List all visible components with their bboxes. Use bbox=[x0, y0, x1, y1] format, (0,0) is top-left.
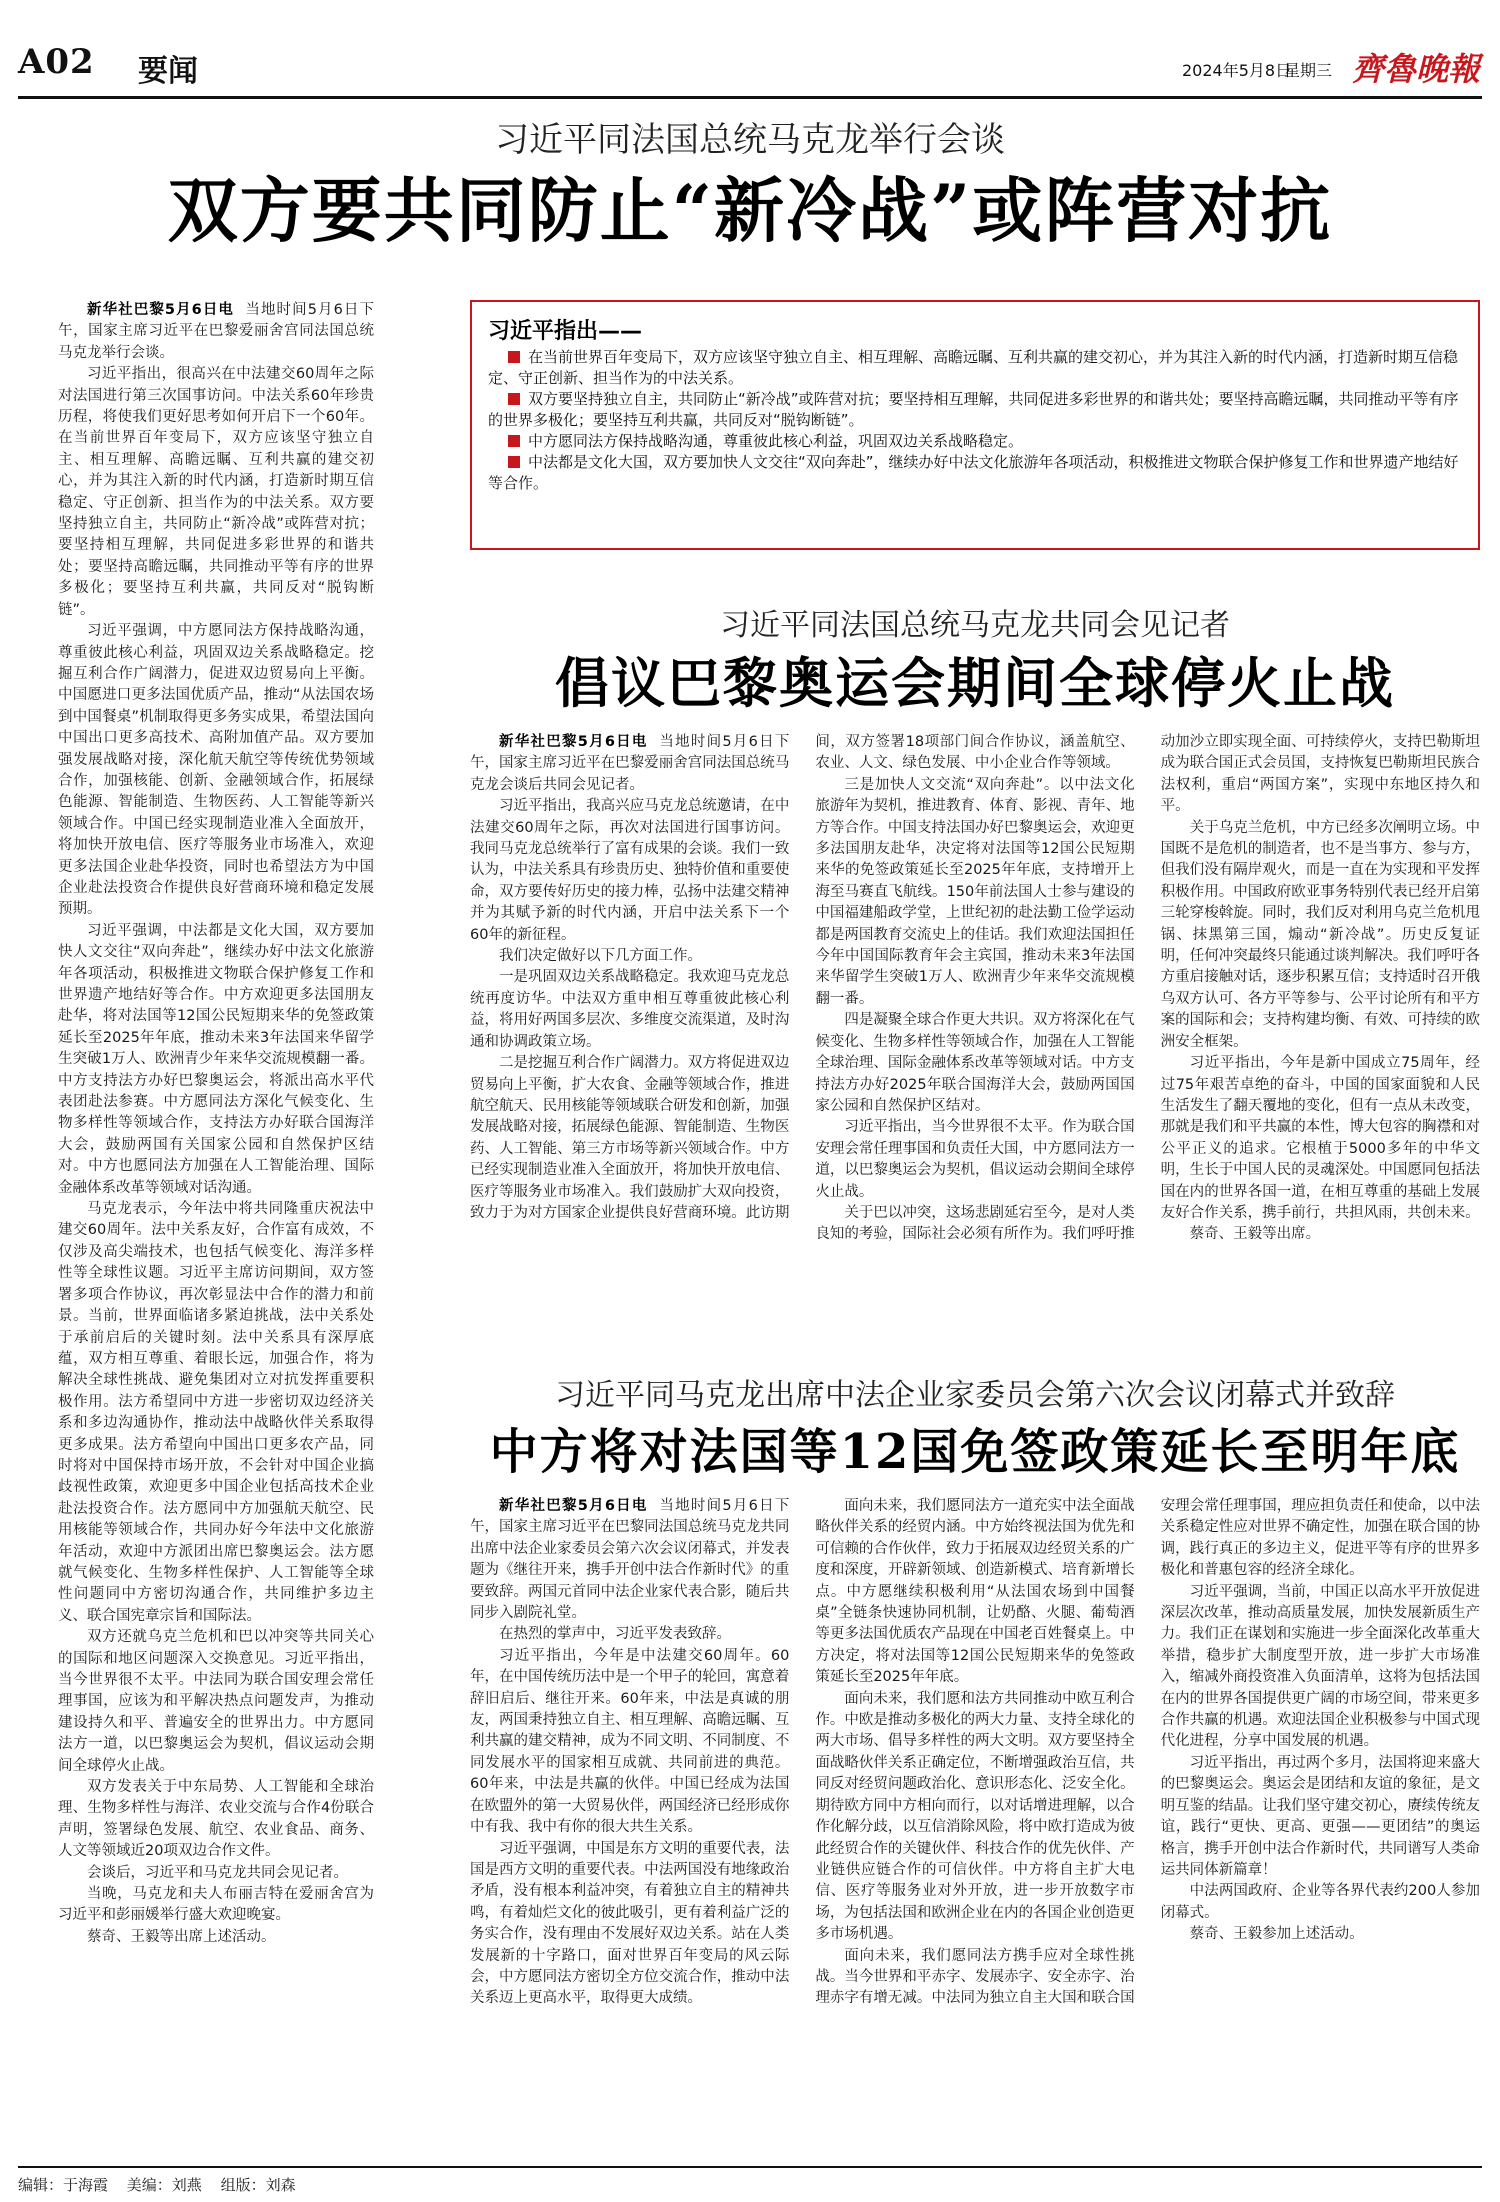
footer-rule bbox=[18, 2166, 1482, 2168]
article2-paragraph: 蔡奇、王毅等出席。 bbox=[1189, 1226, 1321, 1243]
article3-headline: 中方将对法国等12国免签政策延长至明年底 bbox=[489, 1424, 1461, 1480]
highlight-item-text: 双方要坚持独立自主，共同防止“新冷战”或阵营对抗；要坚持相互理解，共同促进多彩世界的和谐共处；要坚持高瞻远瞩，共同推动平等有序的世界多极化；要坚持互利共赢，共同反对“脱钩断链”。 bbox=[488, 390, 1459, 429]
article1-paragraph: 当晚，马克龙和夫人布丽吉特在爱丽舍宫为习近平和彭丽媛举行盛大欢迎晚宴。 bbox=[58, 1886, 374, 1924]
article3-paragraph: 习近平强调，中国是东方文明的重要代表，法国是西方文明的重要代表。中法两国没有地缘政治矛盾，没有根本利益冲突，有着独立自主的精神共鸣，有着灿烂文化的彼此吸引，更有着利益广泛的务实合作，没有理由不发展好双边关系。站在人类发展新的十字路口，面对世界百年变局的风云际会，中方愿同法方密切全方位交流合作，推动中法关系迈上更高水平，取得更大成绩。 bbox=[470, 1840, 790, 2007]
newspaper-logo: 齊魯晚報 bbox=[1352, 50, 1481, 88]
article3-paragraph: 习近平指出，再过两个多月，法国将迎来盛大的巴黎奥运会。奥运会是团结和友谊的象征，是文明互鉴的结晶。让我们坚守建交初心，赓续传统友谊，践行“更快、更高、更强——更团结”的奥运格言，携手开创中法合作新时代，共同谱写人类命运共同体新篇章！ bbox=[1160, 1754, 1480, 1878]
article1-paragraph: 习近平强调，中方愿同法方保持战略沟通，尊重彼此核心利益，巩固双边关系战略稳定。挖掘互利合作广阔潜力，促进双边贸易向上平衡。中国愿进口更多法国优质产品，推动“从法国农场到中国餐桌”机制取得更多务实成果，希望法国向中国出口更多高技术、高附加值产品。双方要加强发展战略对接，深化航天航空等传统优势领域合作，加强核能、创新、金融领域合作，拓展绿色能源、智能制造、生物医药、人工智能等新兴领域合作。中国已经实现制造业准入全面放开，将加快开放电信、医疗等服务业市场准入，欢迎更多法国企业赴华投资，同时也希望法方为中国企业赴法投资合作提供良好营商环境和稳定发展预期。 bbox=[58, 623, 374, 918]
article1-body bbox=[58, 300, 374, 2158]
publication-weekday: 星期三 bbox=[1284, 61, 1333, 80]
article2-paragraph: 我们决定做好以下几方面工作。 bbox=[499, 948, 702, 965]
article2-body bbox=[470, 732, 1480, 1322]
article3-paragraph: 蔡奇、王毅参加上述活动。 bbox=[1189, 1926, 1364, 1943]
article1-lead: 当地时间5月6日下午，国家主席习近平在巴黎爱丽舍宫同法国总统马克龙举行会谈。 bbox=[58, 302, 374, 361]
article3-lead: 当地时间5月6日下午，国家主席习近平在巴黎同法国总统马克龙共同出席中法企业家委员会第六次会议闭幕式，并发表题为《继往开来，携手开创中法合作新时代》的重要致辞。两国元首同中法企业家代表合影，随后共同步入剧院礼堂。 bbox=[470, 1498, 790, 1622]
red-square-bullet-icon bbox=[508, 456, 520, 468]
page-header bbox=[18, 40, 1482, 96]
highlight-item bbox=[488, 431, 1462, 452]
red-square-bullet-icon bbox=[508, 351, 520, 363]
page-footer bbox=[18, 2174, 310, 2195]
article1-paragraph: 蔡奇、王毅等出席上述活动。 bbox=[87, 1928, 276, 1945]
article2-paragraph: 习近平指出，我高兴应马克龙总统邀请，在中法建交60周年之际，再次对法国进行国事访问。我同马克龙总统举行了富有成果的会谈。我们一致认为，中法关系具有珍贵历史、独特价值和重要使命，双方要传好历史的接力棒，弘扬中法建交精神并为其赋予新的时代内涵，开启中法关系下一个60年的新征程。 bbox=[470, 798, 790, 943]
red-square-bullet-icon bbox=[508, 435, 520, 447]
article3-body bbox=[470, 1496, 1480, 2158]
article3-dateline: 新华社巴黎5月6日电 bbox=[499, 1498, 648, 1514]
highlight-item-text: 在当前世界百年变局下，双方应该坚守独立自主、相互理解、高瞻远瞩、互利共赢的建交初心，并为其注入新的时代内涵，打造新时期互信稳定、守正创新、担当作为的中法关系。 bbox=[488, 348, 1459, 387]
article1-kicker: 习近平同法国总统马克龙举行会谈 bbox=[495, 120, 1005, 160]
footer-editor: 编辑：于海霞 bbox=[18, 2176, 109, 2194]
article2-paragraph: 关于乌克兰危机，中方已经多次阐明立场。中国既不是危机的制造者，也不是当事方、参与方，但我们没有隔岸观火，而是一直在为实现和平发挥积极作用。中国政府欧亚事务特别代表已经开启第三轮穿梭斡旋。同时，我们反对利用乌克兰危机甩锅、抹黑第三国，煽动“新冷战”。历史反复证明，任何冲突最终只能通过谈判解决。我们呼吁各方重启接触对话，逐步积累互信；支持适时召开俄乌双方认可、各方平等参与、公平讨论所有和平方案的国际和会；支持构建均衡、有效、可持续的欧洲安全框架。 bbox=[1160, 819, 1480, 1050]
section-title: 要闻 bbox=[138, 54, 198, 89]
highlight-item bbox=[488, 347, 1462, 389]
article3-kicker: 习近平同马克龙出席中法企业家委员会第六次会议闭幕式并致辞 bbox=[555, 1378, 1395, 1413]
article3-paragraph: 面向未来，我们愿同法方一道充实中法全面战略伙伴关系的经贸内涵。中方始终视法国为优先和可信赖的合作伙伴，致力于拓展双边经贸关系的广度和深度，开辟新领域、创造新模式、培育新增长点。中方愿继续积极利用“从法国农场到中国餐桌”全链条快速协同机制，让奶酪、火腿、葡萄酒等更多法国优质农产品现在中国老百姓餐桌上。中方决定，将对法国等12国公民短期来华的免签政策延长至2025年年底。 bbox=[815, 1498, 1135, 1686]
article1-paragraph: 习近平强调，中法都是文化大国，双方要加快人文交往“双向奔赴”，继续办好中法文化旅游年各项活动，积极推进文物联合保护修复工作和世界遗产地结好等合作。中方欢迎更多法国朋友赴华，将对法国等12国公民短期来华的免签政策延长至2025年年底，推动未来3年法国来华留学生突破1万人、欧洲青少年来华交流规模翻一番。中方支持法方办好巴黎奥运会，将派出高水平代表团赴法参赛。中方愿同法方深化气候变化、生物多样性等领域合作，支持法方办好联合国海洋大会，鼓励两国有关国家公园和自然保护区结对。中方也愿同法方加强在人工智能治理、国际金融体系改革等领域对话沟通。 bbox=[58, 922, 374, 1196]
article3-paragraph: 习近平强调，当前，中国正以高水平开放促进深层次改革，推动高质量发展，加快发展新质生产力。我们正在谋划和实施进一步全面深化改革重大举措，稳步扩大制度型开放，进一步扩大市场准入，缩减外商投资准入负面清单，这将为包括法国在内的世界各国提供更广阔的市场空间，带来更多合作共赢的机遇。欢迎法国企业积极参与中国式现代化进程，分享中国发展的机遇。 bbox=[1160, 1583, 1480, 1750]
article2-paragraph: 关于巴以冲突，这场悲剧延宕至今，是对人类良知的考验，国际社会必须有所作为。我们呼吁推动加沙立即实现全面、可持续停火，支持巴勒斯坦成为联合国正式会员国，支持恢复巴勒斯坦民族合法权利，重启“两国方案”，实现中东地区持久和平。 bbox=[815, 734, 1480, 1243]
article2-paragraph: 一是巩固双边关系战略稳定。我欢迎马克龙总统再度访华。中法双方重申相互尊重彼此核心利益，将用好两国多层次、多维度交流渠道，及时沟通和协调政策立场。 bbox=[470, 969, 790, 1050]
highlight-item bbox=[488, 452, 1462, 494]
article1-dateline: 新华社巴黎5月6日电 bbox=[87, 302, 234, 318]
highlight-item-text: 中方愿同法方保持战略沟通，尊重彼此核心利益，巩固双边关系战略稳定。 bbox=[528, 432, 1024, 450]
article2-paragraph: 习近平指出，当今世界很不太平。作为联合国安理会常任理事国和负责任大国，中方愿同法方一道，以巴黎奥运会为契机，倡议运动会期间全球停火止战。 bbox=[815, 1119, 1135, 1200]
article3-paragraph: 习近平指出，今年是中法建交60周年。60年，在中国传统历法中是一个甲子的轮回，寓意着辞旧启后、继往开来。60年来，中法是真诚的朋友，两国秉持独立自主、相互理解、高瞻远瞩、互利共赢的建交精神，成为不同文明、不同制度、不同发展水平的国家相互成就、共同前进的典范。60年来，中法是共赢的伙伴。中国已经成为法国在欧盟外的第一大贸易伙伴，两国经济已经形成你中有我、我中有你的很大共生关系。 bbox=[470, 1647, 790, 1836]
article3-paragraph: 中法两国政府、企业等各界代表约200人参加闭幕式。 bbox=[1160, 1883, 1480, 1921]
article2-lead: 当地时间5月6日下午，国家主席习近平在巴黎爱丽舍宫同法国总统马克龙会谈后共同会见记者。 bbox=[470, 734, 790, 793]
highlight-item-text: 中法都是文化大国，双方要加快人文交往“双向奔赴”，继续办好中法文化旅游年各项活动，积极推进文物联合保护修复工作和世界遗产地结好等合作。 bbox=[488, 453, 1459, 492]
article2-paragraph: 四是凝聚全球合作更大共识。双方将深化在气候变化、生物多样性等领域合作，加强在人工智能全球治理、国际金融体系改革等领域对话。中方支持法方办好2025年联合国海洋大会，鼓励两国国家公园和自然保护区结对。 bbox=[815, 1012, 1135, 1114]
highlight-box bbox=[470, 300, 1480, 550]
article2-paragraph: 二是挖掘互利合作广阔潜力。双方将促进双边贸易向上平衡，扩大农食、金融等领域合作，推进航空航天、民用核能等领域联合研发和创新，加强发展战略对接，拓展绿色能源、智能制造、生物医药、人工智能、第三方市场等新兴领域合作。中方已经实现制造业准入全面放开，将加快开放电信、医疗等服务业市场准入。我们鼓励扩大双向投资，致力于为对方国家企业提供良好营商环境。此访期间，双方签署18项部门间合作协议，涵盖航空、农业、人文、绿色发展、中小企业合作等领域。 bbox=[470, 734, 1135, 1221]
section-id: A02 bbox=[18, 42, 95, 82]
article2-headline: 倡议巴黎奥运会期间全球停火止战 bbox=[555, 651, 1395, 715]
footer-layout: 组版：刘森 bbox=[220, 2176, 296, 2194]
article1-paragraph: 双方发表关于中东局势、人工智能和全球治理、生物多样性与海洋、农业交流与合作4份联合声明，签署绿色发展、航空、农业食品、商务、人文等领域近20项双边合作文件。 bbox=[58, 1779, 374, 1860]
article1-paragraph: 会谈后，习近平和马克龙共同会见记者。 bbox=[87, 1864, 348, 1881]
highlight-item bbox=[488, 389, 1462, 431]
article2-paragraph: 三是加快人文交流“双向奔赴”。以中法文化旅游年为契机，推进教育、体育、影视、青年、地方等合作。中国支持法国办好巴黎奥运会，欢迎更多法国朋友赴华，决定将对法国等12国公民短期来华的免签政策延长至2025年年底，支持增开上海至马赛直飞航线。150年前法国人士参与建设的中国福建船政学堂，上世纪初的赴法勤工俭学运动都是两国教育交流史上的佳话。我们欢迎法国担任今年中国国际教育年会主宾国，推动未来3年法国来华留学生突破1万人、欧洲青少年来华交流规模翻一番。 bbox=[815, 776, 1135, 1007]
publication-date: 2024年5月8日 bbox=[1182, 61, 1292, 80]
red-square-bullet-icon bbox=[508, 393, 520, 405]
article1-paragraph: 马克龙表示，今年法中将共同隆重庆祝法中建交60周年。法中关系友好，合作富有成效，不仅涉及高尖端技术，也包括气候变化、海洋多样性等全球性议题。习近平主席访问期间，双方签署多项合作协议，再次彰显法中合作的潜力和前景。当前，世界面临诸多紧迫挑战，法中关系处于承前启后的关键时刻。法中关系具有深厚底蕴，双方相互尊重、着眼长远，加强合作，将为解决全球性挑战、避免集团对立对抗发挥重要积极作用。法方希望同中方进一步密切双边经济关系和多边沟通协作，推动法中战略伙伴关系取得更多成果。法方希望向中国出口更多农产品，同时将对中国保持市场开放，不会针对中国企业搞歧视性政策，欢迎更多中国企业包括高技术企业赴法投资合作。法方愿同中方加强航天航空、民用核能等领域合作，共同办好今年法中文化旅游年活动，欢迎中方派团出席巴黎奥运会。法方愿就气候变化、生物多样性保护、人工智能等全球性问题同中方密切沟通合作，共同维护多边主义、联合国宪章宗旨和国际法。 bbox=[58, 1201, 374, 1624]
article1-paragraph: 习近平指出，很高兴在中法建交60周年之际对法国进行第三次国事访问。中法关系60年珍贵历程，将使我们更好思考如何开启下一个60年。在当前世界百年变局下，双方应该坚守独立自主、相互理解、高瞻远瞩、互利共赢的建交初心，并为其注入新的时代内涵，打造新时期互信稳定、守正创新、担当作为的中法关系。双方要坚持独立自主，共同防止“新冷战”或阵营对抗；要坚持相互理解，共同促进多彩世界的和谐共处；要坚持高瞻远瞩，共同推动平等有序的世界多极化；要坚持互利共赢，共同反对“脱钩断链”。 bbox=[58, 366, 374, 618]
article2-paragraph: 习近平指出，今年是新中国成立75周年，经过75年艰苦卓绝的奋斗，中国的国家面貌和人民生活发生了翻天覆地的变化，但有一点从未改变，那就是我们和平共赢的本性，博大包容的胸襟和对公平正义的追求。它根植于5000多年的中华文明，生长于中国人民的灵魂深处。中国愿同包括法国在内的世界各国一道，在相互尊重的基础上发展友好合作关系，携手前行，共担风雨，共创未来。 bbox=[1160, 1055, 1480, 1221]
article1-paragraph: 双方还就乌克兰危机和巴以冲突等共同关心的国际和地区问题深入交换意见。习近平指出，当今世界很不太平。中法同为联合国安理会常任理事国，应该为和平解决热点问题发声，为推动建设持久和平、普遍安全的世界出力。中方愿同法方一道，以巴黎奥运会为契机，倡议运动会期间全球停火止战。 bbox=[58, 1629, 374, 1774]
highlight-box-title: 习近平指出—— bbox=[488, 319, 643, 344]
article2-dateline: 新华社巴黎5月6日电 bbox=[499, 734, 648, 750]
article3-paragraph: 面向未来，我们愿和法方共同推动中欧互利合作。中欧是推动多极化的两大力量、支持全球化的两大市场、倡导多样性的两大文明。双方要坚持全面战略伙伴关系正确定位，不断增强政治互信，共同反对经贸问题政治化、意识形态化、泛安全化。期待欧方同中方相向而行，以对话增进理解，以合作化解分歧，以互信消除风险，将中欧打造成为彼此经贸合作的关键伙伴、科技合作的优先伙伴、产业链供应链合作的可信伙伴。中方将自主扩大电信、医疗等服务业对外开放，进一步开放数字市场，为包括法国和欧洲企业在内的各国企业创造更多市场机遇。 bbox=[815, 1690, 1135, 1943]
header-rule bbox=[18, 96, 1482, 99]
article3-paragraph: 面向未来，我们愿同法方携手应对全球性挑战。当今世界和平赤字、发展赤字、安全赤字、治理赤字有增无减。中法同为独立自主大国和联合国安理会常任理事国，理应担负责任和使命，以中法关系稳定性应对世界不确定性，加强在联合国的协调，践行真正的多边主义，促进平等有序的世界多极化和普惠包容的经济全球化。 bbox=[815, 1498, 1480, 2007]
footer-designer: 美编：刘燕 bbox=[126, 2176, 202, 2194]
article1-headline: 双方要共同防止“新冷战”或阵营对抗 bbox=[167, 169, 1333, 252]
article3-paragraph: 在热烈的掌声中，习近平发表致辞。 bbox=[499, 1626, 731, 1643]
article2-kicker: 习近平同法国总统马克龙共同会见记者 bbox=[720, 608, 1230, 643]
